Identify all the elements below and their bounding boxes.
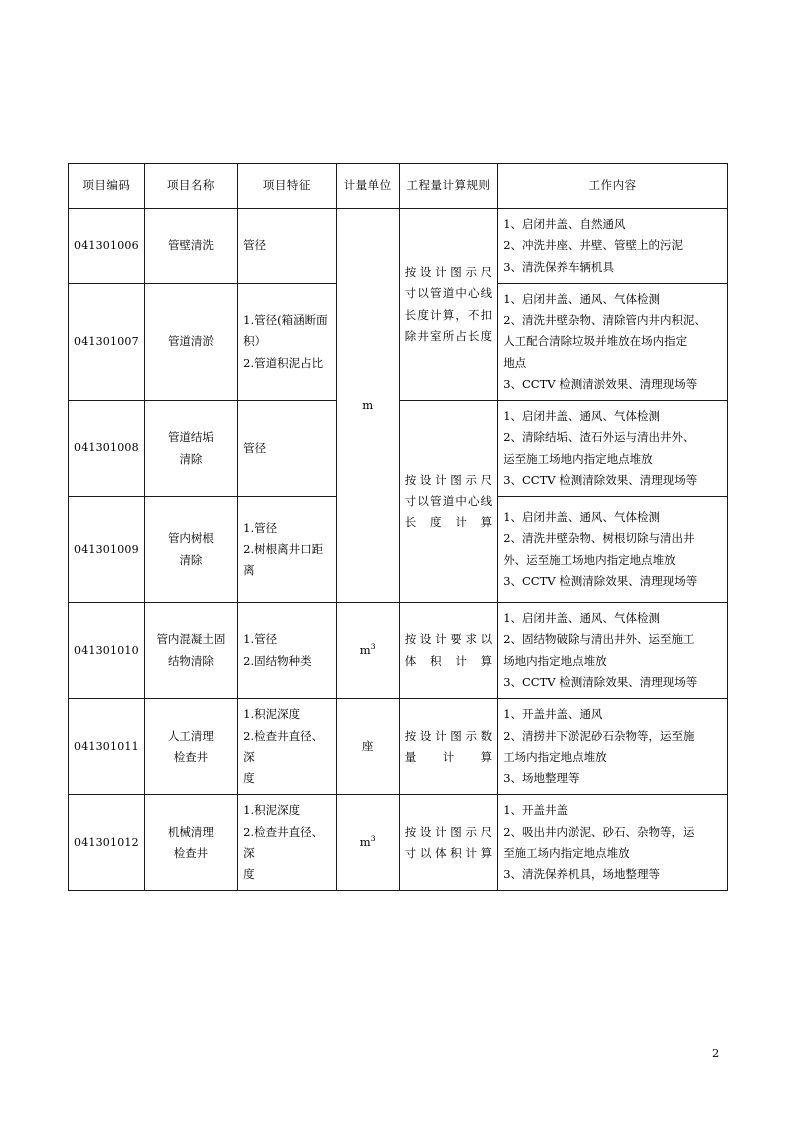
cell-item-code: 041301006: [69, 209, 145, 284]
cell-item-feature: 1.积泥深度 2.检查井直径、深 度: [238, 699, 336, 795]
header-calc-rule: 工程量计算规则: [399, 164, 497, 209]
cell-item-code: 041301012: [69, 795, 145, 891]
quantity-specification-table: [68, 163, 728, 891]
table-row: [69, 209, 728, 284]
cell-work-content: 1、启闭井盖、通风、气体检测 2、固结物破除与清出井外、运至施工 场地内指定地点堆放 3、CCTV 检测清除效果、清理现场等: [498, 603, 728, 699]
cell-work-content: 1、启闭井盖、通风、气体检测 2、清洗井壁杂物、清除管内井内积泥、 人工配合清除垃圾并堆放在场内指定 地点 3、CCTV 检测清淤效果、清理现场等: [498, 283, 728, 400]
cell-item-name: 管壁清洗: [144, 209, 237, 284]
cell-item-code: 041301010: [69, 603, 145, 699]
cell-work-content: 1、启闭井盖、自然通风 2、冲洗井座、井壁、管壁上的污泥 3、清洗保养车辆机具: [498, 209, 728, 284]
cell-unit-seat: 座: [336, 699, 399, 795]
header-unit: 计量单位: [336, 164, 399, 209]
cell-calc-rule: 按设计要求以 体积计算: [399, 603, 497, 699]
cell-item-feature: 1.管径 2.固结物种类: [238, 603, 336, 699]
superscript-3: 3: [370, 642, 376, 652]
cell-work-content: 1、启闭井盖、通风、气体检测 2、清洗井壁杂物、树根切除与清出井 外、运至施工场地内指定地点堆放 3、CCTV 检测清除效果、清理现场等: [498, 497, 728, 603]
page-number: 2: [712, 1046, 720, 1060]
cell-calc-rule: 按设计图示尺 寸以管道中心线 长度计算: [399, 401, 497, 603]
cell-unit-m: m: [336, 209, 399, 603]
cell-item-name: 管内树根 清除: [144, 497, 237, 603]
table-header-row: [69, 164, 728, 209]
cell-item-feature: 1.管径(箱涵断面 积） 2.管道积泥占比: [238, 283, 336, 400]
header-item-code: 项目编码: [69, 164, 145, 209]
cell-item-feature: 管径: [238, 401, 336, 497]
cell-item-feature: 1.积泥深度 2.检查井直径、深 度: [238, 795, 336, 891]
cell-work-content: 1、开盖井盖、通风 2、清捞井下淤泥砂石杂物等，运至施 工场内指定地点堆放 3、场地整理等: [498, 699, 728, 795]
cell-item-code: 041301011: [69, 699, 145, 795]
cell-work-content: 1、启闭井盖、通风、气体检测 2、清除结垢、渣石外运与清出井外、 运至施工场地内指定地点堆放 3、CCTV 检测清除效果、清理现场等: [498, 401, 728, 497]
cell-item-name: 人工清理 检查井: [144, 699, 237, 795]
header-work-content: 工作内容: [498, 164, 728, 209]
table-row: [69, 699, 728, 795]
cell-item-code: 041301009: [69, 497, 145, 603]
cell-item-feature: 1.管径 2.树根离井口距 离: [238, 497, 336, 603]
cell-calc-rule: 按设计图示尺 寸以管道中心线 长度计算，不扣 除井室所占长度: [399, 209, 497, 401]
cell-item-code: 041301007: [69, 283, 145, 400]
cell-calc-rule: 按设计图示尺 寸以体积计算: [399, 795, 497, 891]
cell-item-name: 机械清理 检查井: [144, 795, 237, 891]
cell-item-code: 041301008: [69, 401, 145, 497]
header-item-name: 项目名称: [144, 164, 237, 209]
cell-item-feature: 管径: [238, 209, 336, 284]
table-row: [69, 603, 728, 699]
cell-item-name: 管内混凝土固 结物清除: [144, 603, 237, 699]
cell-unit-cubic-meter: $m^3$: [336, 795, 399, 891]
cell-unit-cubic-meter: $m^3$: [336, 603, 399, 699]
header-item-feature: 项目特征: [238, 164, 336, 209]
cell-item-name: 管道结垢 清除: [144, 401, 237, 497]
cell-work-content: 1、开盖井盖 2、吸出井内淤泥、砂石、杂物等，运 至施工场内指定地点堆放 3、清洗保养机具，场地整理等: [498, 795, 728, 891]
table-row: [69, 795, 728, 891]
superscript-3: 3: [370, 834, 376, 844]
cell-item-name: 管道清淤: [144, 283, 237, 400]
cell-calc-rule: 按设计图示数 量计算: [399, 699, 497, 795]
